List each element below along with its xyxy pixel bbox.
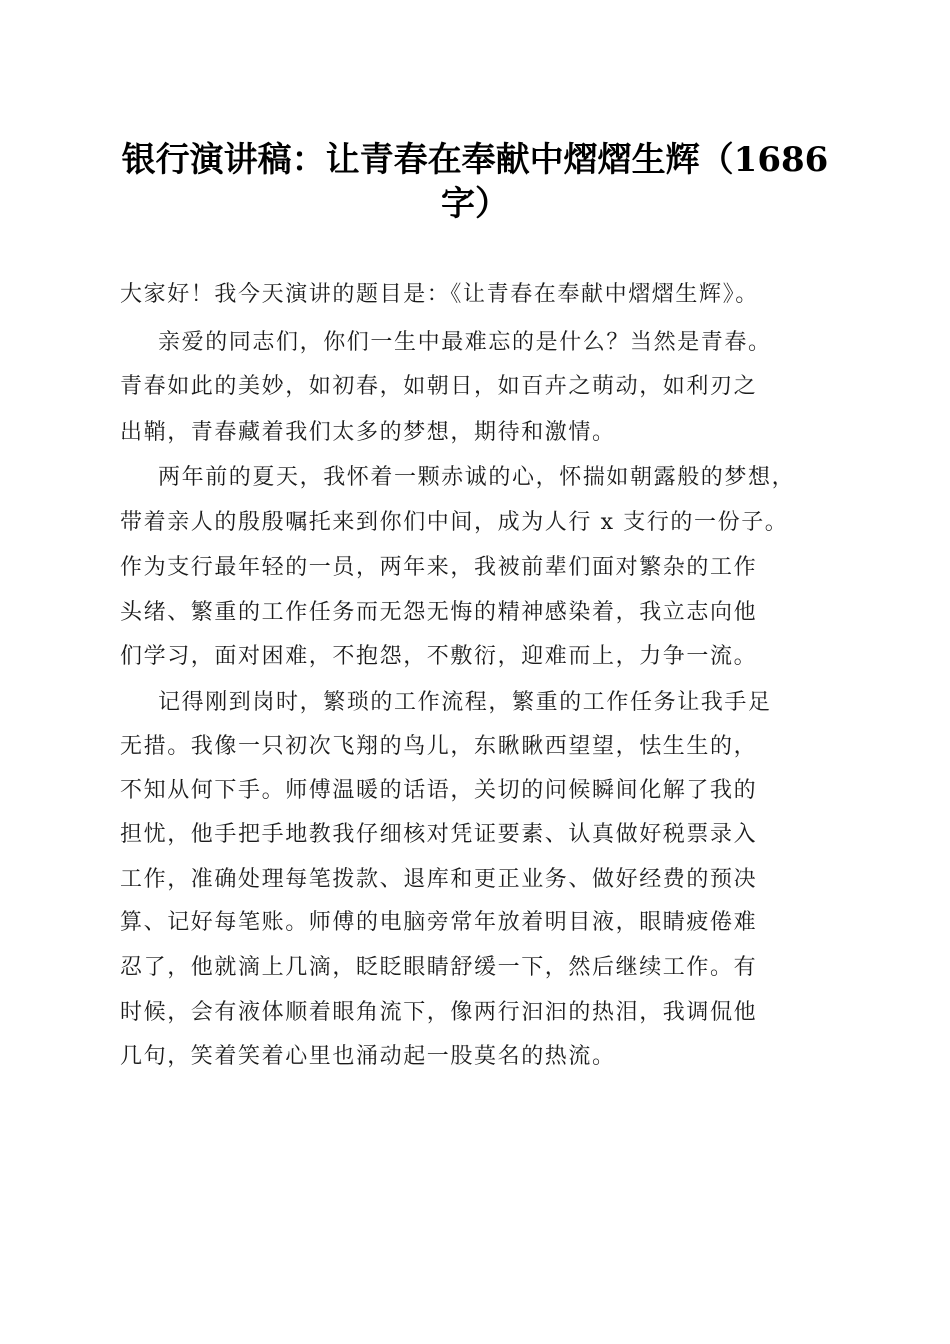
body-line: 不知从何下手。师傅温暖的话语，关切的问候瞬间化解了我的 (120, 778, 758, 803)
body-line: 作为支行最年轻的一员，两年来，我被前辈们面对繁杂的工作 (120, 555, 758, 580)
document-title-line-2: 字） (441, 184, 509, 224)
body-line: 担忧，他手把手地教我仔细核对凭证要素、认真做好税票录入 (120, 822, 758, 847)
body-line: 亲爱的同志们，你们一生中最难忘的是什么？当然是青春。 (158, 330, 772, 355)
body-line: 大家好！我今天演讲的题目是：《让青春在奉献中熠熠生辉》。 (120, 282, 759, 307)
body-line: 时候，会有液体顺着眼角流下，像两行汩汩的热泪，我调侃他 (120, 1000, 758, 1025)
body-line: 两年前的夏天，我怀着一颗赤诚的心，怀揣如朝露般的梦想， (158, 465, 796, 490)
body-line: 无措。我像一只初次飞翔的鸟儿，东瞅瞅西望望，怯生生的， (120, 734, 758, 759)
body-line: 工作，准确处理每笔拨款、退库和更正业务、做好经费的预决 (120, 867, 758, 892)
body-line: 几句，笑着笑着心里也涌动起一股莫名的热流。 (120, 1044, 616, 1069)
body-line: 们学习，面对困难，不抱怨，不敷衍，迎难而上，力争一流。 (120, 644, 758, 669)
body-line: 头绪、繁重的工作任务而无怨无悔的精神感染着，我立志向他 (120, 600, 758, 625)
body-line: 算、记好每笔账。师傅的电脑旁常年放着明目液，眼睛疲倦难 (120, 910, 758, 935)
document-title-line-1: 银行演讲稿：让青春在奉献中熠熠生辉（1686 (121, 140, 829, 180)
body-line: 忍了，他就滴上几滴，眨眨眼睛舒缓一下，然后继续工作。有 (120, 955, 758, 980)
body-line: 带着亲人的殷殷嘱托来到你们中间，成为人行 x 支行的一份子。 (120, 510, 789, 535)
body-line: 出鞘，青春藏着我们太多的梦想，期待和激情。 (120, 420, 616, 445)
body-line: 青春如此的美妙，如初春，如朝日，如百卉之萌动，如利刃之 (120, 374, 758, 399)
body-line: 记得刚到岗时，繁琐的工作流程，繁重的工作任务让我手足 (158, 690, 772, 715)
